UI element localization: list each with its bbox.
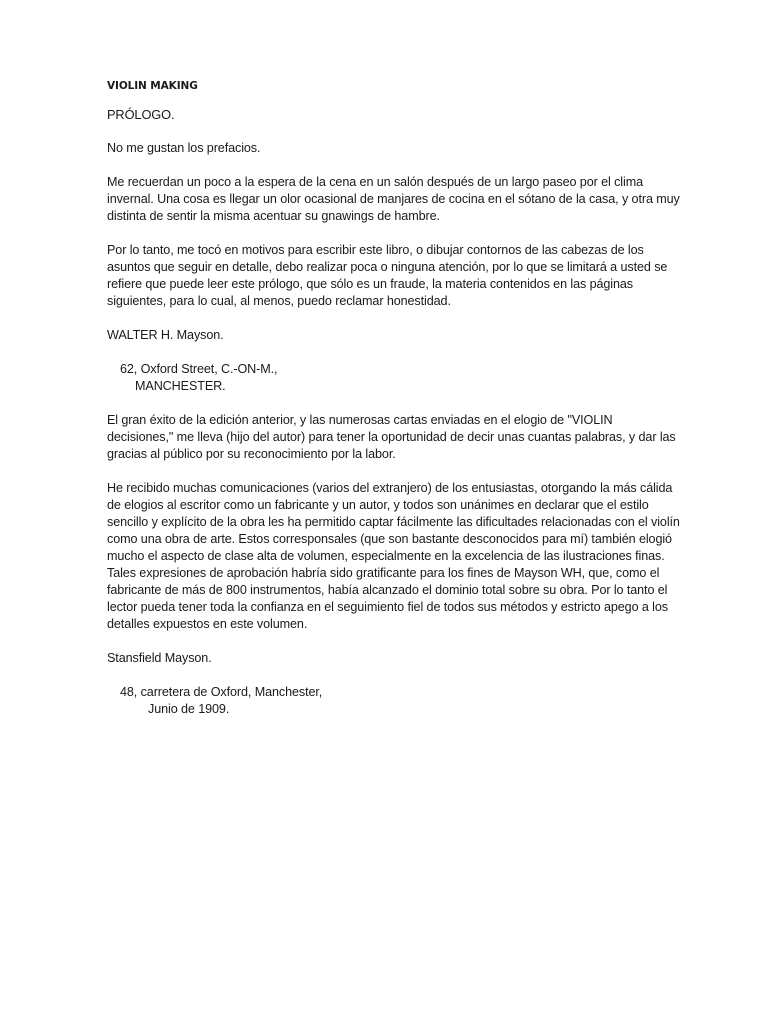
address-1-line-1: 62, Oxford Street, C.-ON-M., <box>120 362 278 376</box>
address-block-2 <box>107 684 682 718</box>
address-1-line-2: MANCHESTER. <box>135 379 226 393</box>
paragraph-4: El gran éxito de la edición anterior, y las numerosas cartas enviadas en el elogio de "VIOLIN decisiones," me lleva (hijo del autor) para tener la oportunidad de decir unas cuantas palabras, y dar las gracias al público por su reconocimiento por la labor. <box>107 413 676 461</box>
paragraph-1: No me gustan los prefacios. <box>107 141 261 155</box>
signature-walter: WALTER H. Mayson. <box>107 328 224 342</box>
paragraph-3: Por lo tanto, me tocó en motivos para escribir este libro, o dibujar contornos de las cabezas de los asuntos que seguir en detalle, debo realizar poca o ninguna atención, por lo que se limitará a usted se refiere que puede leer este prólogo, que sólo es un fraude, la materia contenidos en las páginas siguientes, para lo cual, al menos, puedo reclamar honestidad. <box>107 243 668 308</box>
document-title: VIOLIN MAKING <box>107 80 198 92</box>
paragraph-2: Me recuerdan un poco a la espera de la cena en un salón después de un largo paseo por el clima invernal. Una cosa es llegar un olor ocasional de manjares de cocina en el sótano de la casa, y otra muy distinta de sentir la misma acentuar su gnawings de hambre. <box>107 175 680 223</box>
document-body <box>107 78 682 718</box>
address-2-line-2: Junio de 1909. <box>148 702 230 716</box>
section-heading-prologo: PRÓLOGO. <box>107 107 175 122</box>
address-2-line-1: 48, carretera de Oxford, Manchester, <box>120 685 323 699</box>
signature-stansfield: Stansfield Mayson. <box>107 651 212 665</box>
paragraph-5: He recibido muchas comunicaciones (varios del extranjero) de los entusiastas, otorgando la más cálida de elogios al escritor como un fabricante y un autor, y todos son unánimes en declarar que el estilo sencillo y explícito de la obra les ha permitido captar fácilmente las dificultades relacionadas con el violín como una obra de arte. Estos corresponsales (que son bastante desconocidos para mí) también elogió mucho el aspecto de clase alta de volumen, especialmente en la excelencia de las ilustraciones finas. Tales expresiones de aprobación habría sido gratificante para los fines de Mayson WH, que, como el fabricante de más de 800 instrumentos, había alcanzado el dominio total sobre su obra. Por lo tanto el lector pueda tener toda la confianza en el seguimiento fiel de todos sus métodos y estricto apego a los detalles expuestos en este volumen. <box>107 481 680 631</box>
address-block-1 <box>107 361 682 395</box>
